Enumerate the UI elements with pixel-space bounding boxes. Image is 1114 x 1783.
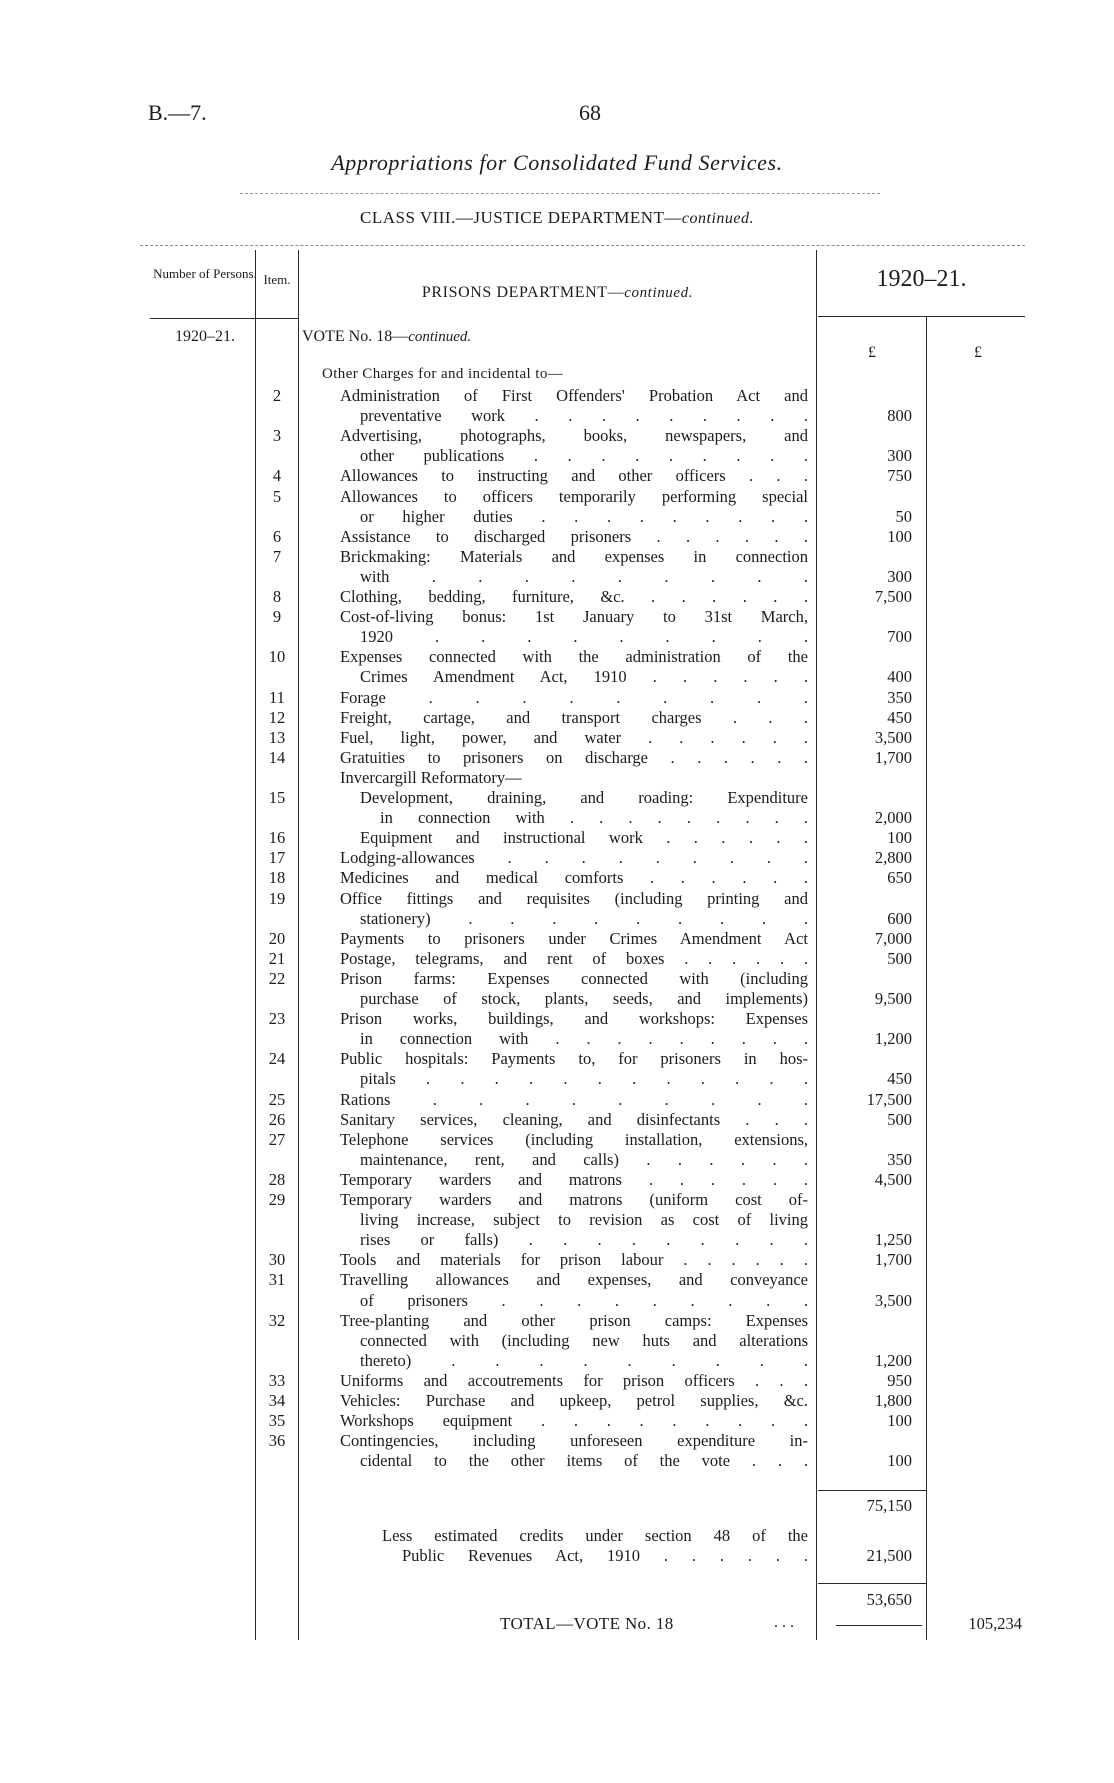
item-amount: 9,500 <box>874 989 912 1008</box>
item-amount: 2,800 <box>874 848 912 868</box>
item-description: Telephone services (including installation, extensions, <box>340 1129 808 1149</box>
item-amount: 2,000 <box>874 808 912 828</box>
item-description: Cost-of-living bonus: 1st January to 31st March, <box>340 607 808 627</box>
item-description: pitals . . . . . . . . . . . . <box>360 1069 808 1089</box>
vote-heading-continued: continued. <box>408 329 472 345</box>
item-description: Postage, telegrams, and rent of boxes . . . . . . <box>340 948 808 968</box>
page-title: Appropriations for Consolidated Fund Services. <box>331 150 783 175</box>
item-amount: 650 <box>887 868 912 888</box>
item-description: in connection with . . . . . . . . . <box>360 1029 808 1049</box>
item-amount: 450 <box>887 1069 912 1089</box>
page-number: 68 <box>579 100 601 125</box>
item-amount: 350 <box>887 687 912 707</box>
net-rule <box>818 1583 926 1584</box>
item-description: or higher duties . . . . . . . . . <box>360 506 808 526</box>
item-description: in connection with . . . . . . . . . <box>380 808 808 828</box>
item-number: 35 <box>268 1411 286 1431</box>
item-description: Expenses connected with the administration of the <box>340 647 808 667</box>
subtotal-amount: 75,150 <box>866 1496 912 1515</box>
item-amount: 700 <box>887 627 912 647</box>
item-number: 10 <box>268 647 286 667</box>
item-amount: 500 <box>887 1109 912 1129</box>
item-number: 24 <box>268 1049 286 1069</box>
item-number: 21 <box>268 948 286 968</box>
item-amount: 800 <box>887 406 912 426</box>
item-description: of prisoners . . . . . . . . . <box>360 1290 808 1310</box>
item-description: Contingencies, including unforeseen expenditure in- <box>340 1431 808 1451</box>
item-number: 6 <box>272 526 282 546</box>
report-code: B.—7. <box>148 100 207 125</box>
item-amount: 1,200 <box>874 1029 912 1049</box>
title-divider <box>240 193 880 194</box>
item-number: 22 <box>268 968 286 988</box>
item-number: 36 <box>268 1431 286 1451</box>
item-description: Prison works, buildings, and workshops: Expenses <box>340 1009 808 1029</box>
item-amount: 1,200 <box>874 1350 912 1370</box>
item-description: Allowances to instructing and other officers . . . <box>340 466 808 486</box>
item-description: Forage . . . . . . . . . <box>340 687 808 707</box>
item-description: cidental to the other items of the vote . . . <box>360 1451 808 1471</box>
item-amount: 600 <box>887 908 912 928</box>
item-description: Public hospitals: Payments to, for prisoners in hos- <box>340 1049 808 1069</box>
net-underline <box>836 1625 922 1626</box>
item-number: 9 <box>272 607 282 627</box>
column-header-number-of-persons: Number of Persons. <box>153 266 257 281</box>
class-heading <box>0 208 1114 228</box>
item-description: Office fittings and requisites (including printing and <box>340 888 808 908</box>
item-description: Temporary warders and matrons (uniform cost of- <box>340 1190 808 1209</box>
item-number: 16 <box>268 828 286 848</box>
item-description: rises or falls) . . . . . . . . . <box>360 1230 808 1250</box>
item-number: 27 <box>268 1129 286 1149</box>
item-amount: 100 <box>887 1411 912 1431</box>
item-description: Gratuities to prisoners on discharge . . . . . . <box>340 747 808 767</box>
item-number: 14 <box>268 747 286 767</box>
item-amount: 500 <box>887 948 912 968</box>
header-underline-persons <box>150 318 255 319</box>
item-description: Freight, cartage, and transport charges . . . <box>340 707 808 727</box>
credits-text-1: Less estimated credits under section 48 of the <box>382 1526 808 1545</box>
item-description: Tools and materials for prison labour . . . . . . <box>340 1250 808 1270</box>
persons-year-label: 1920–21. <box>175 328 235 345</box>
item-number: 3 <box>272 426 282 446</box>
item-description: Temporary warders and matrons . . . . . . <box>340 1169 808 1189</box>
item-number: 32 <box>268 1310 286 1330</box>
item-amount: 1,250 <box>874 1230 912 1250</box>
column-header-description <box>300 284 815 302</box>
column-header-description-main: PRISONS DEPARTMENT— <box>421 284 625 301</box>
item-amount: 100 <box>887 526 912 546</box>
subtotal-rule <box>818 1490 926 1491</box>
item-description: Brickmaking: Materials and expenses in connection <box>340 546 808 566</box>
column-rule-item <box>298 250 299 1640</box>
item-number: 19 <box>268 888 286 908</box>
item-amount: 950 <box>887 1370 912 1390</box>
item-description: preventative work . . . . . . . . . <box>360 406 808 426</box>
item-description: Allowances to officers temporarily performing special <box>340 486 808 506</box>
item-description: maintenance, rent, and calls) . . . . . . <box>360 1149 808 1169</box>
item-amount: 350 <box>887 1149 912 1169</box>
header-underline-year <box>818 316 1025 317</box>
item-number: 25 <box>268 1089 286 1109</box>
item-number: 20 <box>268 928 286 948</box>
item-number: 8 <box>272 587 282 606</box>
item-description: Clothing, bedding, furniture, &c. . . . . . . <box>340 587 808 606</box>
item-amount: 7,000 <box>874 928 912 948</box>
item-number: 18 <box>268 868 286 888</box>
item-number: 7 <box>272 546 282 566</box>
class-heading-main: CLASS VIII.—JUSTICE DEPARTMENT— <box>359 208 682 227</box>
charges-heading: Other Charges for and incidental to— <box>322 366 564 382</box>
item-description: Crimes Amendment Act, 1910 . . . . . . <box>360 667 808 687</box>
vote-heading-main: VOTE No. 18— <box>302 328 409 345</box>
item-description: Sanitary services, cleaning, and disinfectants . . . <box>340 1109 808 1129</box>
credits-text-2: Public Revenues Act, 1910 . . . . . . <box>402 1546 808 1565</box>
item-description: Medicines and medical comforts . . . . . . <box>340 868 808 888</box>
item-number: 4 <box>272 466 282 486</box>
item-number: 17 <box>268 848 286 868</box>
class-heading-continued: continued. <box>681 210 755 227</box>
item-number: 12 <box>268 707 286 727</box>
item-number: 28 <box>268 1169 286 1189</box>
item-amount: 3,500 <box>874 727 912 747</box>
item-number: 15 <box>268 788 286 807</box>
currency-label-items: £ <box>868 344 876 361</box>
item-description: connected with (including new huts and alterations <box>360 1330 808 1350</box>
item-number: 26 <box>268 1109 286 1129</box>
item-description: Vehicles: Purchase and upkeep, petrol supplies, &c. <box>340 1391 808 1410</box>
item-number: 30 <box>268 1250 286 1270</box>
item-description: Travelling allowances and expenses, and conveyance <box>340 1270 808 1290</box>
header-underline-item <box>255 318 298 319</box>
item-amount: 100 <box>887 828 912 848</box>
item-amount: 450 <box>887 707 912 727</box>
item-description: Workshops equipment . . . . . . . . . <box>340 1411 808 1431</box>
item-number: 11 <box>269 687 285 707</box>
currency-label-total: £ <box>974 344 982 361</box>
total-amount: 105,234 <box>968 1614 1022 1633</box>
column-header-item: Item. <box>263 272 291 287</box>
net-amount: 53,650 <box>866 1590 912 1609</box>
item-description: Payments to prisoners under Crimes Amendment Act <box>340 928 808 948</box>
item-number: 33 <box>268 1370 286 1390</box>
item-description: Administration of First Offenders' Probation Act and <box>340 386 808 405</box>
total-leader-dots: . . . <box>774 1614 794 1631</box>
item-number: 5 <box>272 486 282 506</box>
item-number: 2 <box>272 386 282 405</box>
item-description: Assistance to discharged prisoners . . . . . . <box>340 526 808 546</box>
total-label: TOTAL—VOTE No. 18 <box>500 1614 674 1633</box>
item-description: living increase, subject to revision as cost of living <box>360 1210 808 1230</box>
item-amount: 1,700 <box>874 747 912 767</box>
item-description: 1920 . . . . . . . . . <box>360 627 808 647</box>
item-amount: 750 <box>887 466 912 486</box>
item-description: Rations . . . . . . . . . <box>340 1089 808 1109</box>
item-description: Equipment and instructional work . . . . . . <box>360 828 808 848</box>
item-amount: 300 <box>887 446 912 466</box>
item-description: stationery) . . . . . . . . . <box>360 908 808 928</box>
item-amount: 4,500 <box>874 1169 912 1189</box>
item-description: Advertising, photographs, books, newspapers, and <box>340 426 808 446</box>
item-amount: 1,700 <box>874 1250 912 1270</box>
item-amount: 3,500 <box>874 1290 912 1310</box>
item-description: other publications . . . . . . . . . <box>360 446 808 466</box>
item-description: Prison farms: Expenses connected with (including <box>340 968 808 988</box>
item-description: Development, draining, and roading: Expenditure <box>360 788 808 807</box>
item-description: with . . . . . . . . . <box>360 566 808 586</box>
item-number: 34 <box>268 1391 286 1410</box>
item-amount: 100 <box>887 1451 912 1471</box>
column-header-year: 1920–21. <box>876 266 967 292</box>
item-number: 31 <box>268 1270 286 1290</box>
item-amount: 50 <box>895 506 912 526</box>
item-number: 23 <box>268 1009 286 1029</box>
item-amount: 1,800 <box>874 1391 912 1410</box>
column-rule-description <box>816 250 817 1640</box>
column-rule-amount <box>926 316 927 1640</box>
column-header-description-continued: continued. <box>624 285 694 301</box>
item-description: Invercargill Reformatory— <box>340 767 522 787</box>
item-amount: 7,500 <box>874 587 912 606</box>
item-number: 13 <box>268 727 286 747</box>
item-amount: 17,500 <box>866 1089 912 1109</box>
item-description: Tree-planting and other prison camps: Expenses <box>340 1310 808 1330</box>
item-description: Fuel, light, power, and water . . . . . . <box>340 727 808 747</box>
table-top-divider <box>140 245 1025 246</box>
credits-amount: 21,500 <box>866 1546 912 1565</box>
item-description: Lodging-allowances . . . . . . . . . <box>340 848 808 868</box>
item-description: purchase of stock, plants, seeds, and implements) <box>360 989 808 1008</box>
item-amount: 300 <box>887 566 912 586</box>
vote-heading <box>302 328 471 346</box>
item-number: 29 <box>268 1190 286 1209</box>
item-description: thereto) . . . . . . . . . <box>360 1350 808 1370</box>
item-amount: 400 <box>887 667 912 687</box>
item-description: Uniforms and accoutrements for prison officers . . . <box>340 1370 808 1390</box>
